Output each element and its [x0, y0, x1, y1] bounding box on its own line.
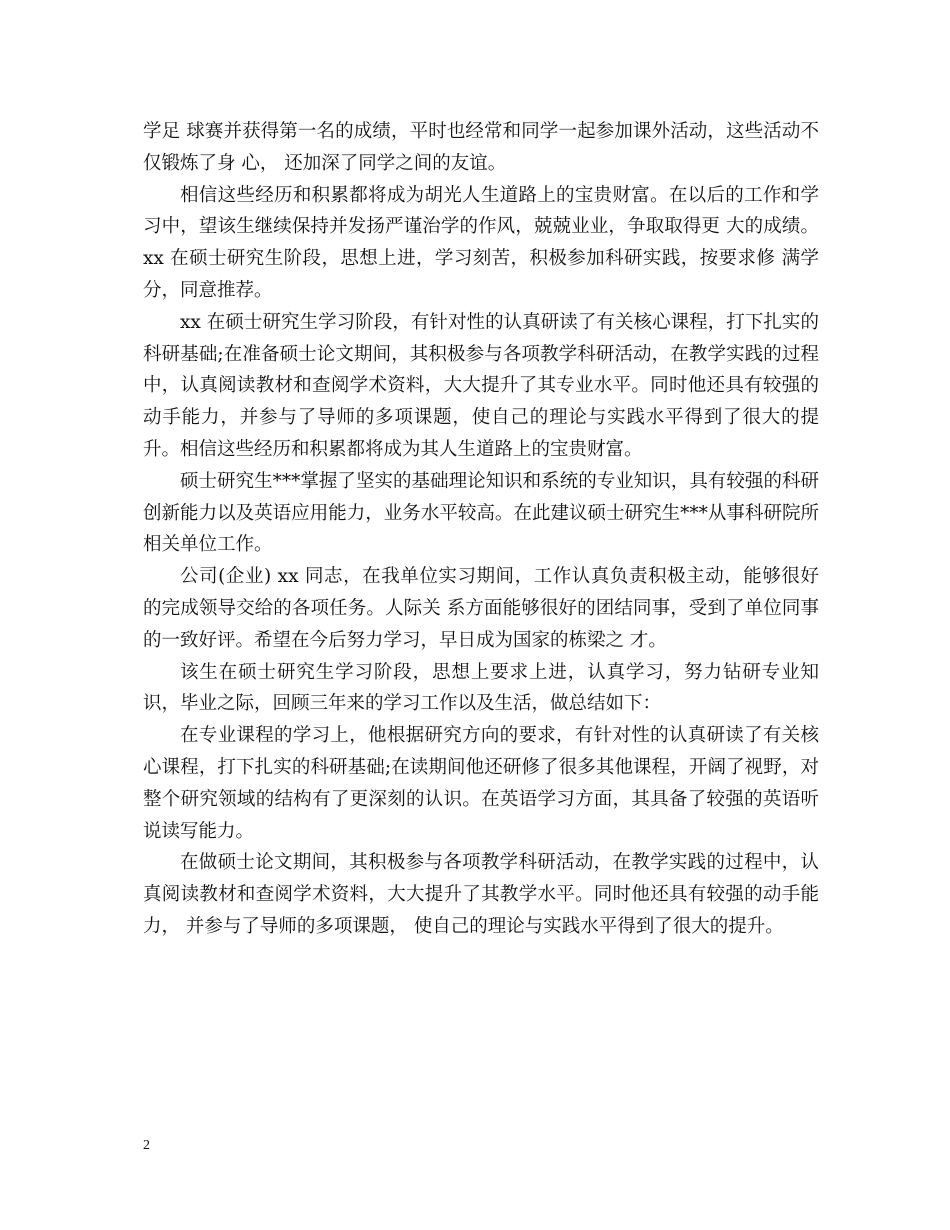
paragraph-1: 学足 球赛并获得第一名的成绩，平时也经常和同学一起参加课外活动，这些活动不仅锻炼了身 心， 还加深了同学之间的友谊。	[143, 121, 819, 174]
paragraph-2: 相信这些经历和积累都将成为胡光人生道路上的宝贵财富。在以后的工作和学习中，望该生继续保持并发扬严谨治学的作风，兢兢业业，争取取得更 大的成绩。 xx 在硕士研究生阶段，思想上进，学习刻苦，积极参加科研实践，按要求修 满学分，同意推荐。	[143, 184, 819, 301]
paragraph-8: 在做硕士论文期间，其积极参与各项教学科研活动，在教学实践的过程中，认真阅读教材和查阅学术资料，大大提升了其教学水平。同时他还具有较强的动手能力， 并参与了导师的多项课题， 使自己的理论与实践水平得到了很大的提升。	[143, 852, 819, 937]
paragraph-7: 在专业课程的学习上，他根据研究方向的要求，有针对性的认真研读了有关核心课程，打下扎实的科研基础;在读期间他还研修了很多其他课程，开阔了视野，对整个研究领域的结构有了更深刻的认识。在英语学习方面，其具备了较强的英语听说读写能力。	[143, 725, 819, 842]
paragraph-6: 该生在硕士研究生学习阶段，思想上要求上进，认真学习，努力钻研专业知识，毕业之际，回顾三年来的学习工作以及生活，做总结如下：	[143, 661, 819, 715]
document-body	[143, 116, 819, 943]
page-number: 2	[143, 1138, 150, 1153]
paragraph-4: 硕士研究生***掌握了坚实的基础理论知识和系统的专业知识，具有较强的科研创新能力以及英语应用能力，业务水平较高。在此建议硕士研究生***从事科研院所相关单位工作。	[143, 470, 819, 556]
paragraph-3: xx 在硕士研究生学习阶段，有针对性的认真研读了有关核心课程，打下扎实的科研基础;在准备硕士论文期间，其积极参与各项教学科研活动，在教学实践的过程中，认真阅读教材和查阅学术资料，大大提升了其专业水平。同时他还具有较强的动手能力，并参与了导师的多项课题，使自己的理论与实践水平得到了很大的提升。相信这些经历和积累都将成为其人生道路上的宝贵财富。	[143, 311, 819, 460]
paragraph-5: 公司(企业) xx 同志，在我单位实习期间，工作认真负责积极主动，能够很好的完成领导交给的各项任务。人际关 系方面能够很好的团结同事，受到了单位同事的一致好评。希望在今后努力学习，早日成为国家的栋梁之 才。	[143, 566, 819, 651]
